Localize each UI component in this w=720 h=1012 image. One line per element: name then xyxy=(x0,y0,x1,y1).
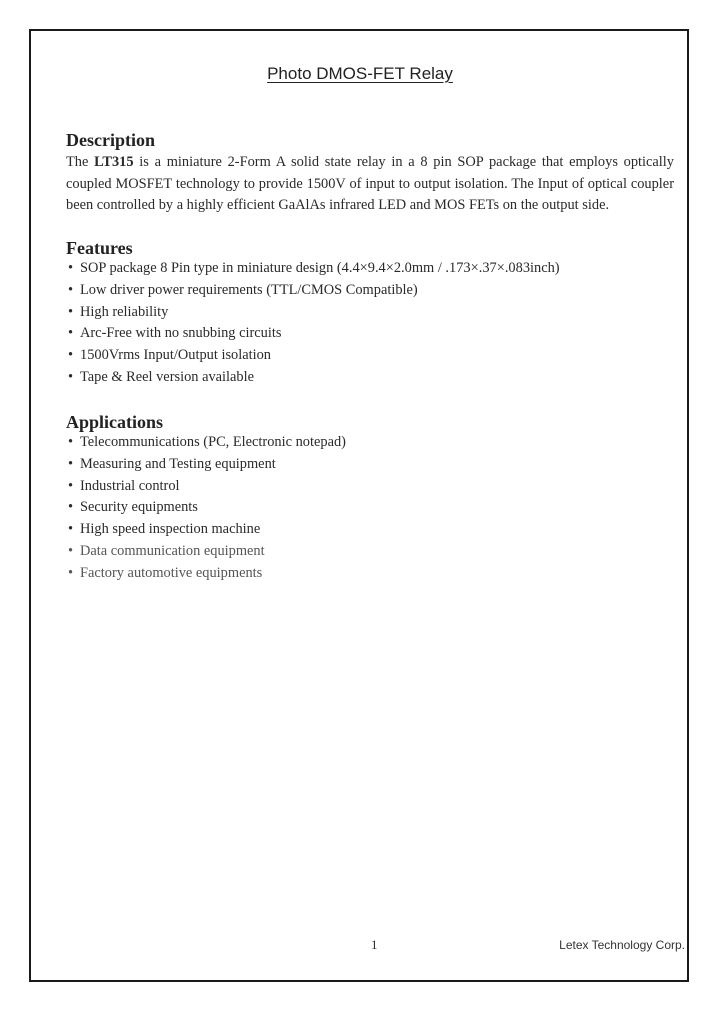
feature-item xyxy=(66,345,560,367)
application-text: Industrial control xyxy=(80,477,180,494)
part-number: LT315 xyxy=(94,154,134,170)
application-item xyxy=(66,432,346,454)
bullet: • xyxy=(68,303,74,320)
bullet: • xyxy=(68,564,74,581)
bullet: • xyxy=(68,455,74,472)
application-item xyxy=(66,519,346,541)
bullet: • xyxy=(68,260,74,276)
application-item xyxy=(66,476,346,498)
bullet: • xyxy=(68,542,74,559)
application-text: High speed inspection machine xyxy=(80,521,261,538)
feature-text: Arc-Free with no snubbing circuits xyxy=(80,325,282,342)
bullet: • xyxy=(68,347,74,364)
application-item xyxy=(66,541,346,563)
feature-text: Tape & Reel version available xyxy=(80,368,255,385)
features-list xyxy=(66,258,560,389)
feature-item xyxy=(66,302,560,324)
description-text xyxy=(66,152,674,217)
bullet: • xyxy=(68,325,74,342)
application-text: Data communication equipment xyxy=(80,542,265,559)
bullet: • xyxy=(68,499,74,516)
application-item xyxy=(66,497,346,519)
bullet: • xyxy=(68,281,74,298)
application-text: Factory automotive equipments xyxy=(80,564,263,581)
bullet: • xyxy=(68,368,74,385)
application-text: Measuring and Testing equipment xyxy=(80,455,276,472)
bullet: • xyxy=(68,434,74,450)
features-heading: Features xyxy=(66,238,133,258)
applications-heading: Applications xyxy=(66,412,164,432)
applications-list xyxy=(66,432,346,585)
application-text: Telecommunications (PC, Electronic notepad) xyxy=(80,434,346,450)
description-body: is a miniature 2-Form A solid state relay in a 8 pin SOP package that employs optically coupled MOSFET technology to provide 1500V of input to output isolation. The Input of optical coupler been controlled by a highly efficient GaAlAs infrared LED and MOS FETs on the output side. xyxy=(66,154,674,213)
bullet: • xyxy=(68,477,74,494)
application-item xyxy=(66,563,346,585)
company-name: Letex Technology Corp. xyxy=(559,938,685,952)
description-heading: Description xyxy=(66,130,155,150)
application-item xyxy=(66,454,346,476)
feature-text: SOP package 8 Pin type in miniature design (4.4×9.4×2.0mm / .173×.37×.083inch) xyxy=(80,260,560,276)
application-text: Security equipments xyxy=(80,499,198,516)
feature-text: 1500Vrms Input/Output isolation xyxy=(80,347,272,364)
feature-item xyxy=(66,323,560,345)
description-prefix: The xyxy=(66,154,95,170)
feature-item xyxy=(66,280,560,302)
feature-item xyxy=(66,367,560,389)
feature-text: High reliability xyxy=(80,303,169,320)
bullet: • xyxy=(68,521,74,538)
document-title: Photo DMOS-FET Relay xyxy=(267,64,453,83)
page-number: 1 xyxy=(371,937,378,952)
feature-item xyxy=(66,258,560,280)
feature-text: Low driver power requirements (TTL/CMOS Compatible) xyxy=(80,281,418,298)
